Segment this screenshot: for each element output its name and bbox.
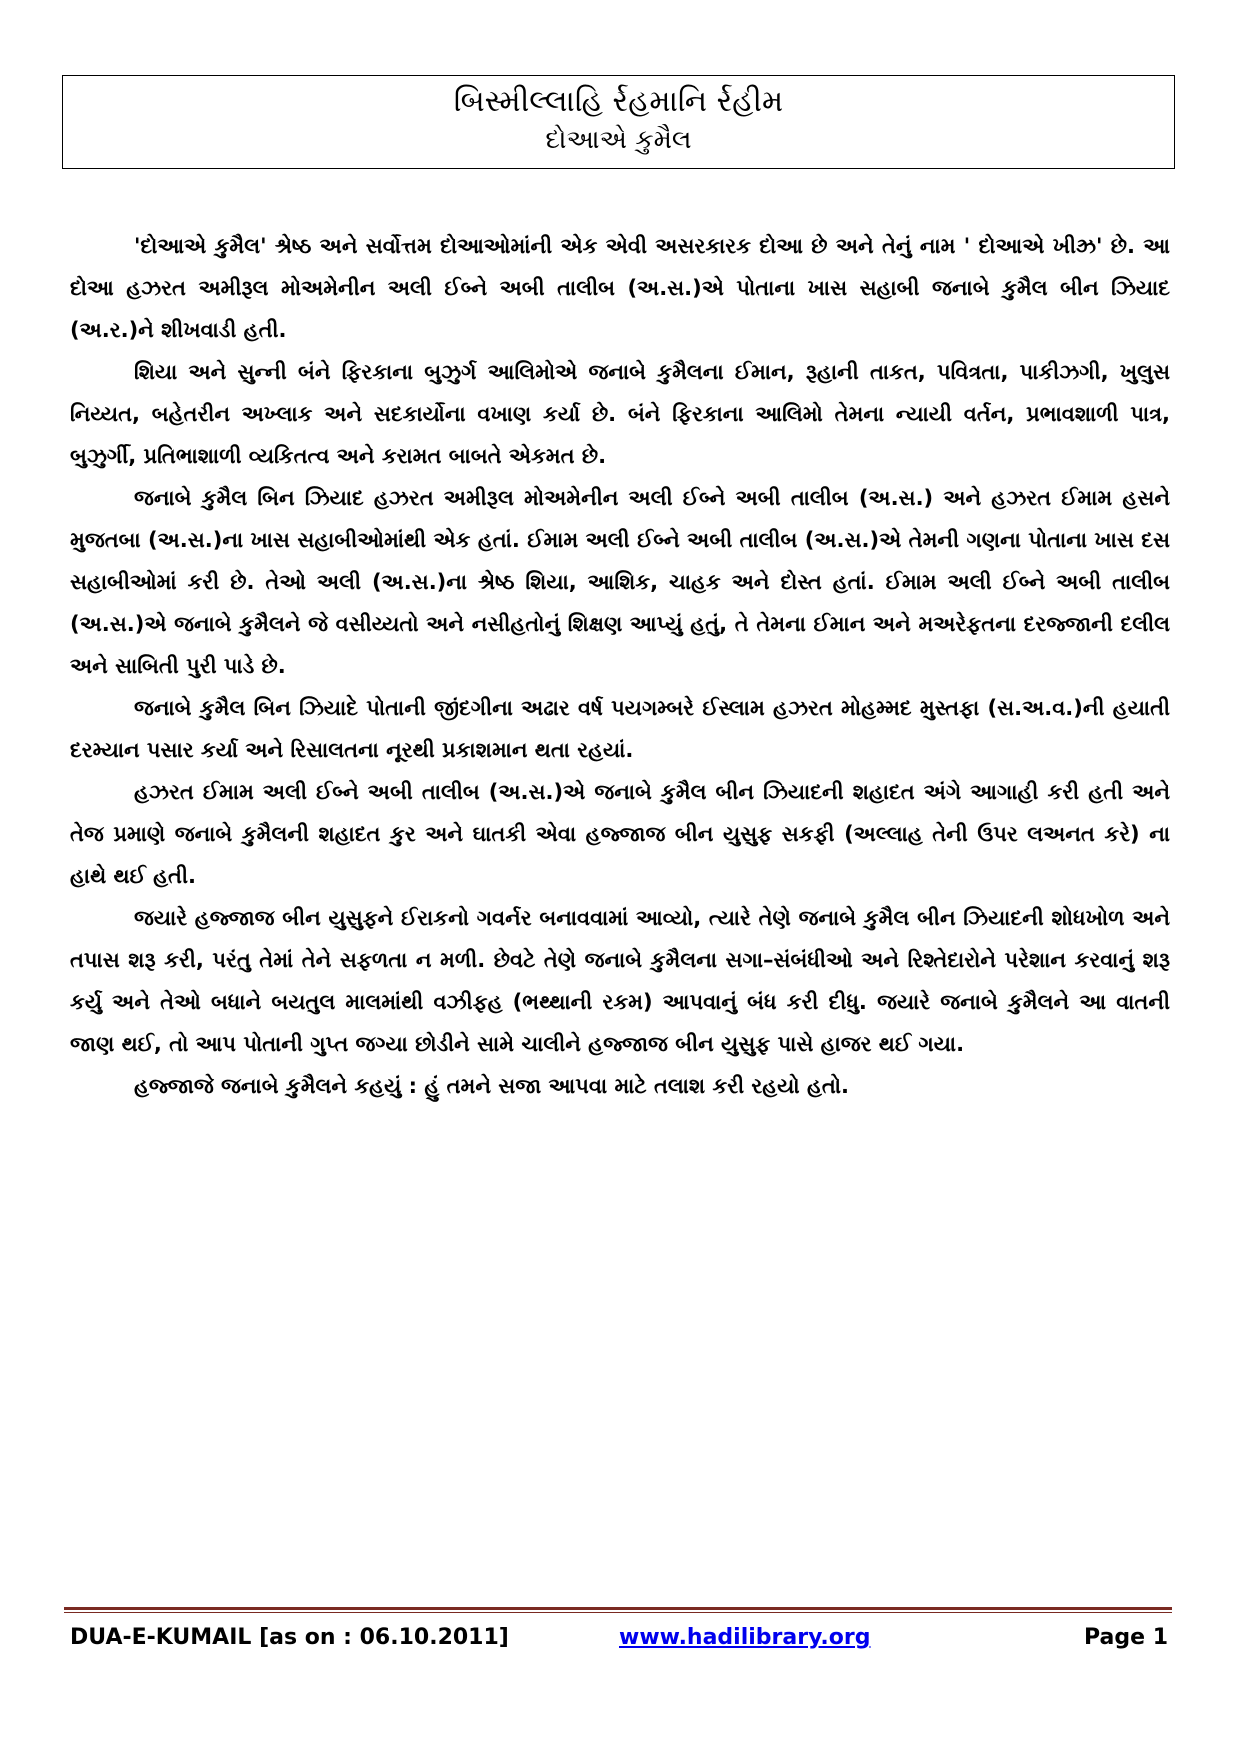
paragraph-companion: જનાબે કુમૈલ બિન ઝિયાદ હઝરત અમીરૂલ મોઅમેનીન અલી ઈબ્ને અબી તાલીબ (અ.સ.) અને હઝરત ઈમામ હસને મુજતબા (અ.સ.)ના ખાસ સહાબીઓમાંથી એક હતાં. ઈમામ અલી ઈબ્ને અબી તાલીબ (અ.સ.)એ તેમની ગણના પોતાના ખાસ દસ સહાબીઓમાં કરી છે. તેઓ અલી (અ.સ.)ના શ્રેષ્ઠ શિયા, આશિક, ચાહક અને દોસ્ત હતાં. ઈમામ અલી ઈબ્ને અબી તાલીબ (અ.સ.)એ જનાબે કુમૈલને જે વસીય્યતો અને નસીહતોનું શિક્ષણ આપ્યું હતું, તે તેમના ઈમાન અને મઅરેફતના દરજ્જાની દલીલ અને સાબિતી પુરી પાડે છે.: [70, 486, 1170, 678]
paragraph-hajjaj: જયારે હજ્જાજ બીન યુસુફને ઈરાકનો ગવર્નર બનાવવામાં આવ્યો, ત્યારે તેણે જનાબે કુમૈલ બીન ઝિયાદની શોધખોળ અને તપાસ શરૂ કરી, પરંતુ તેમાં તેને સફળતા ન મળી. છેવટે તેણે જનાબે કુમૈલના સગા–સંબંધીઓ અને રિશ્તેદારોને પરેશાન કરવાનું શરૂ કર્યુ અને તેઓ બધાને બયતુલ માલમાંથી વઝીફહ (ભથ્થાની રકમ) આપવાનું બંધ કરી દીધુ. જયારે જનાબે કુમૈલને આ વાતની જાણ થઈ, તો આપ પોતાની ગુપ્ત જગ્યા છોડીને સામે ચાલીને હજ્જાજ બીન યુસુફ પાસે હાજર થઈ ગયા.: [70, 906, 1170, 1056]
title-box: [62, 75, 1175, 169]
document-body: [70, 225, 1170, 1107]
paragraph-intro: 'દોઆએ કુમૈલ' શ્રેષ્ઠ અને સર્વોત્તમ દોઆઓમાંની એક એવી અસરકારક દોઆ છે અને તેનું નામ ' દોઆએ ખીઝ્ર' છે. આ દોઆ હઝરત અમીરૂલ મોઅમેનીન અલી ઈબ્ને અબી તાલીબ (અ.સ.)એ પોતાના ખાસ સહાબી જનાબે કુમૈલ બીન ઝિયાદ (અ.ર.)ને શીખવાડી હતી.: [70, 234, 1170, 342]
footer-divider: [64, 1607, 1172, 1613]
page-title: બિસ્મીલ્લાહિ ર્રહમાનિ ર્રહીમ: [453, 84, 784, 119]
paragraph-scholars: શિયા અને સુન્ની બંને ફિરકાના બુઝુર્ગ આલિમોએ જનાબે કુમૈલના ઈમાન, રૂહાની તાકત, પવિત્રતા, પાકીઝગી, ખુલુસ નિય્યત, બહેતરીન અખ્લાક અને સદકાર્યોના વખાણ કર્યા છે. બંને ફિરકાના આલિમો તેમના ન્યાયી વર્તન, પ્રભાવશાળી પાત્ર, બુઝુર્ગી, પ્રતિભાશાળી વ્યકિતત્વ અને કરામત બાબતે એકમત છે.: [70, 360, 1170, 468]
page-footer: [64, 1622, 1172, 1654]
footer-document-label: DUA-E-KUMAIL [as on : 06.10.2011]: [70, 1625, 509, 1650]
paragraph-prophet-era: જનાબે કુમૈલ બિન ઝિયાદે પોતાની જીંદગીના અઢાર વર્ષ પયગમ્બરે ઈસ્લામ હઝરત મોહમ્મદ મુસ્તફા (સ.અ.વ.)ની હયાતી દરમ્યાન પસાર કર્યા અને રિસાલતના નૂરથી પ્રકાશમાન થતા રહયાં.: [70, 696, 1170, 762]
paragraph-prophecy: હઝરત ઈમામ અલી ઈબ્ને અબી તાલીબ (અ.સ.)એ જનાબે કુમૈલ બીન ઝિયાદની શહાદત અંગે આગાહી કરી હતી અને તેજ પ્રમાણે જનાબે કુમૈલની શહાદત કુર અને ઘાતકી એવા હજ્જાજ બીન યુસુફ સકફી (અલ્લાહ તેની ઉપર લઅનત કરે) ના હાથે થઈ હતી.: [70, 780, 1170, 888]
page-subtitle: દોઆએ કુમૈલ: [545, 125, 692, 155]
paragraph-dialogue: હજ્જાજે જનાબે કુમૈલને કહયું : હું તમને સજા આપવા માટે તલાશ કરી રહયો હતો.: [134, 1074, 850, 1098]
footer-website-link[interactable]: www.hadilibrary.org: [619, 1625, 871, 1650]
footer-page-number: Page 1: [1083, 1625, 1168, 1650]
